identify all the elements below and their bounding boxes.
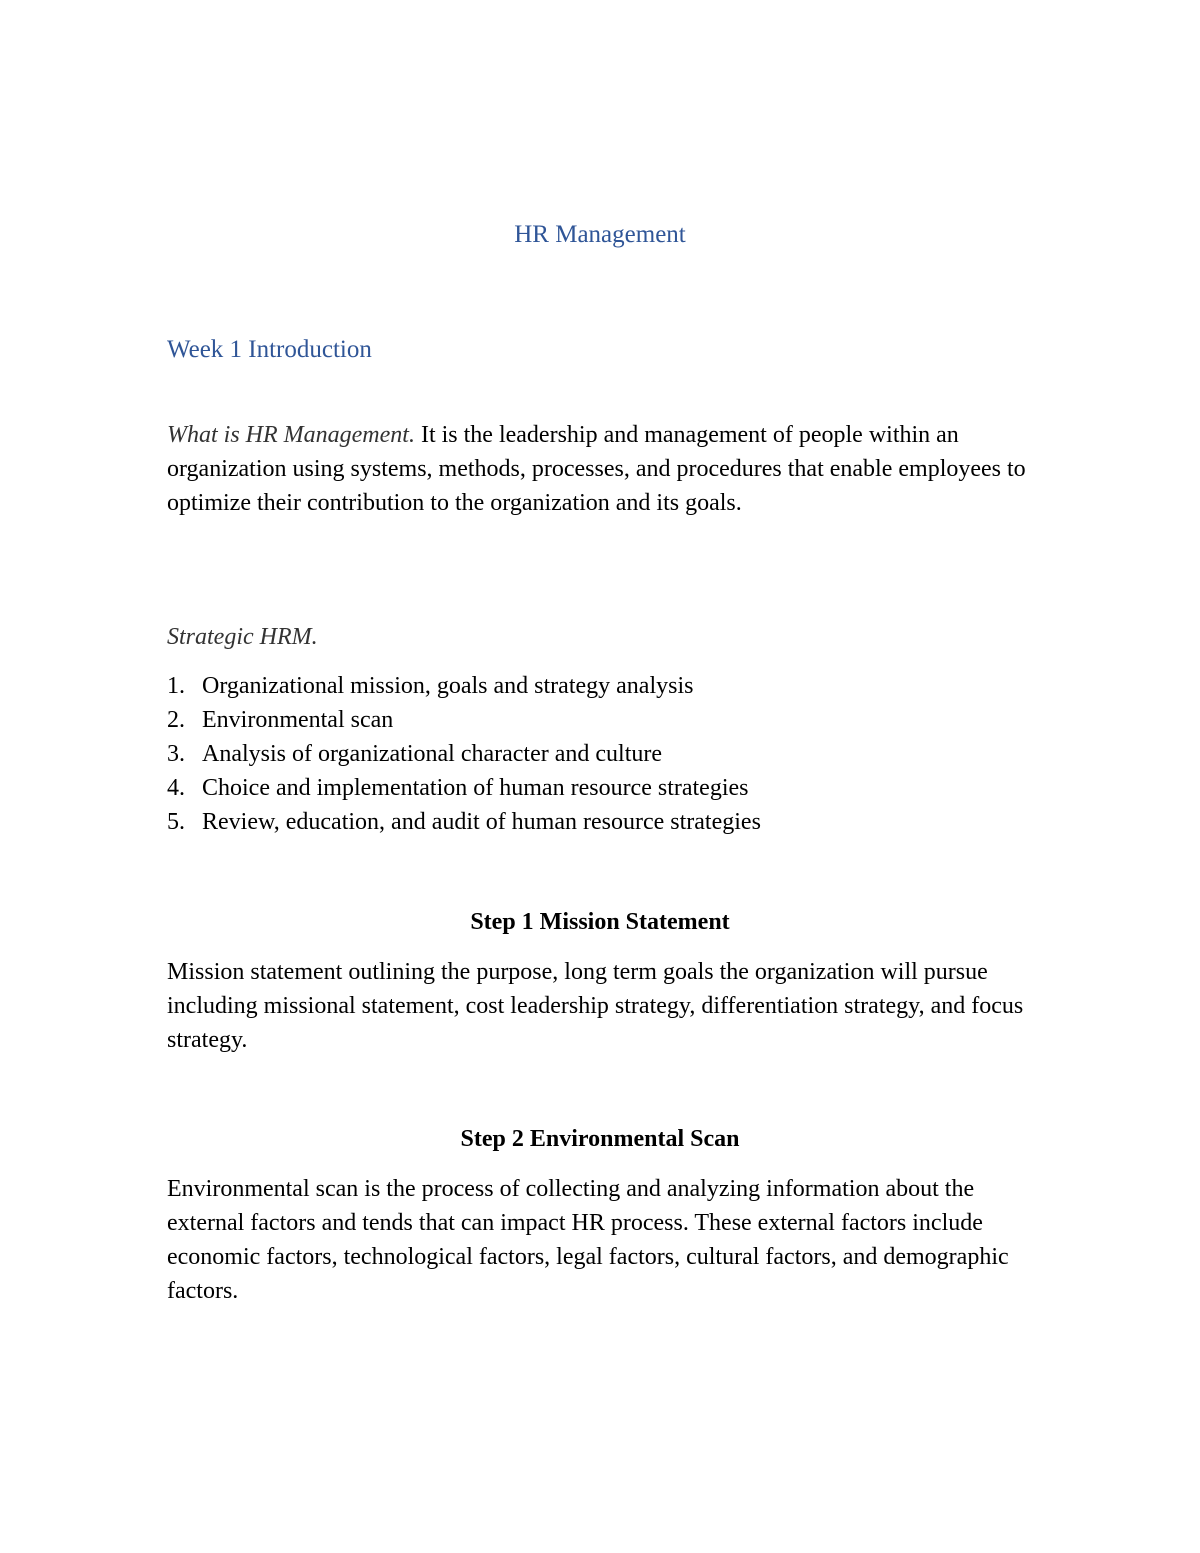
list-item (167, 805, 761, 839)
strategic-steps-list (167, 669, 761, 839)
step1-paragraph: Mission statement outlining the purpose, long term goals the organization will pursue including missional statement, cost leadership strategy, differentiation strategy, and focus strategy. (167, 959, 1024, 1053)
step2-paragraph: Environmental scan is the process of collecting and analyzing information about the external factors and tends that can impact HR process. These external factors include economic factors, technological factors, legal factors, cultural factors, and demographic factors. (167, 1176, 1009, 1304)
list-item-number: 5. (167, 809, 185, 835)
list-item-text: Analysis of organizational character and culture (202, 741, 663, 767)
list-item-number: 4. (167, 775, 185, 801)
list-item-text: Organizational mission, goals and strategy analysis (202, 673, 694, 699)
list-item-text: Choice and implementation of human resource strategies (202, 775, 749, 801)
week-heading: Week 1 Introduction (167, 336, 372, 363)
list-item-number: 1. (167, 673, 185, 699)
list-item (167, 771, 761, 805)
step2-heading: Step 2 Environmental Scan (460, 1126, 740, 1152)
list-item-number: 3. (167, 741, 185, 767)
intro-paragraph (167, 418, 1047, 520)
strategic-hrm-label: Strategic HRM. (167, 624, 318, 650)
list-item-number: 2. (167, 707, 185, 733)
list-item (167, 737, 761, 771)
document-title: HR Management (514, 221, 686, 248)
list-item (167, 703, 761, 737)
list-item-text: Environmental scan (202, 707, 394, 733)
list-item-text: Review, education, and audit of human resource strategies (202, 809, 761, 835)
list-item (167, 669, 761, 703)
step1-heading: Step 1 Mission Statement (470, 909, 730, 935)
intro-body: It is the leadership and management of people within an organization using systems, methods, processes, and procedures that enable employees to optimize their contribution to the organization and its goals. (167, 422, 1026, 516)
intro-lead: What is HR Management. (167, 422, 415, 448)
